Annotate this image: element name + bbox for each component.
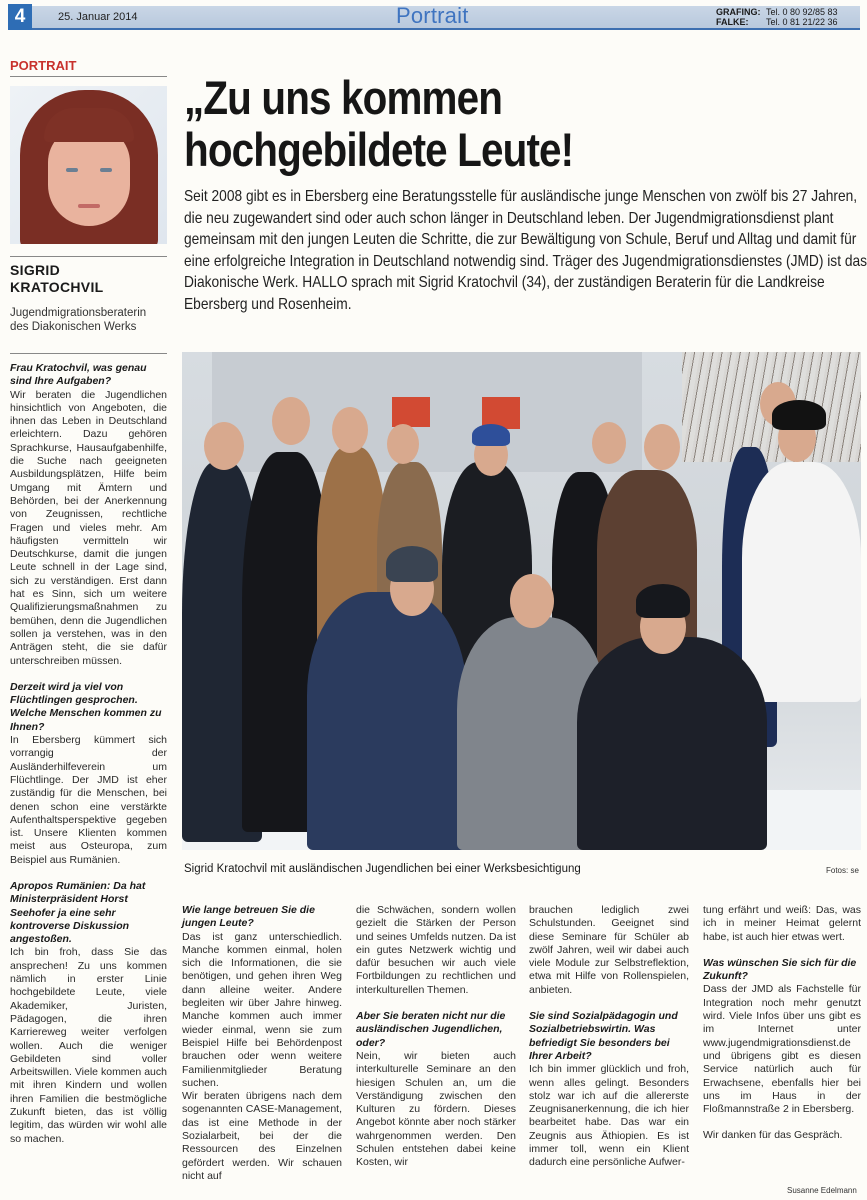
closing-line: Wir danken für das Gespräch. <box>703 1129 843 1142</box>
question: Wie lange betreuen Sie die jungen Leute? <box>182 904 315 930</box>
person-role: Jugendmigrationsberaterin des Diakonischen Werks <box>10 307 147 333</box>
question: Aber Sie beraten nicht nur die ausländischen Jugendlichen, oder? <box>356 1010 506 1049</box>
lead-paragraph: Seit 2008 gibt es in Ebersberg eine Beratungsstelle für ausländische junge Menschen von zwölf bis 27 Jahren, die neu zugewandert sind oder auch schon länger in Deutschland leben. Der Jugendmigrationsdienst plant gemeinsam mit den jungen Leuten die Schritte, die zur Bewältigung von Schule, Beruf und Alltag und damit für eine erfolgreiche Integration in Deutschland notwendig sind. Träger des Jugendmigrationsdienstes (JMD) ist das Diakonische Werk. HALLO sprach mit Sigrid Kratochvil (34), der zuständigen Beraterin für die Landkreise Ebersberg und Rosenheim. <box>184 188 867 313</box>
group-photo <box>182 352 861 850</box>
photo-credit: Fotos: se <box>826 866 859 875</box>
photo-hat <box>636 584 690 618</box>
question: Apropos Rumänien: Da hat Ministerpräsident Horst Seehofer ja eine sehr kontroverse Diskussion angestoßen. <box>10 879 146 946</box>
answer: tung erfährt und weiß: Das, was ich in meiner Heimat gelernt habe, ist auch hier etwas wert. <box>703 904 861 943</box>
answer: Ich bin immer glücklich und froh, wenn alles gelingt. Besonders stolz war ich auf die allererste Zeugnisanerkennung, die ich hier bearbeitet habe. Das war ein Zeugnis aus Äthiopien. Es ist immer toll, wenn ein Klient dadurch eine persönliche Aufwer- <box>529 1063 689 1169</box>
photo-head <box>387 424 419 464</box>
page-number: 4 <box>8 4 32 30</box>
answer: In Ebersberg kümmert sich vorrangig der Ausländerhilfeverein um Flüchtlinge. Der JMD ist eher zuständig für die Menschen, bei denen schon eine verstärkte Aufenthaltsperspektive gegeben ist. Unsere Klienten kommen meist aus Osteuropa, zum Beispiel aus Rumänien. <box>10 734 167 866</box>
answer: Wir beraten die Jugendlichen hinsichtlich von Angeboten, die ihnen das Leben in Deutschland erleichtern. Dazu gehören Sprachkurse, Hausaufgabenhilfe, die Suche nach geeigneten Ausbildungsplätzen, Hilfe beim Umgang mit Ämtern und Behörden, bei der Anerkennung von Zeugnissen, rechtliche Fragen und vieles mehr. Am häufigsten vermitteln wir Deutschkurse, damit die jungen Leute schnell in der Lage sind, sich zu verständigen. Erst dann hat es Sinn, sich um weitere Qualifizierungsmaßnahmen zu bemühen, denn die Jugendlichen sollen ja verstehen, was in den Anträgen steht, die sie dafür unterschreiben müssen. <box>10 388 167 667</box>
answer: Nein, wir bieten auch interkulturelle Seminare an den hiesigen Schulen an, um die Verständigung zwischen den Kulturen zu fördern. Dieses Angebot könnte aber noch stärker wahrgenommen werden. Den Schulen entstehen dabei keine Kosten, wir <box>356 1049 516 1169</box>
issue-date: 25. Januar 2014 <box>58 11 138 23</box>
section-title: Portrait <box>396 3 469 28</box>
photo-head <box>272 397 310 445</box>
photo-eye <box>100 168 112 172</box>
photo-hat <box>772 400 826 430</box>
answer: Das ist ganz unterschiedlich. Manche kommen einmal, holen sich die Informationen, die sie benötigen, und gehen ihren Weg dann alleine weiter. Andere begleiten wir über Jahre hinweg. Manche kommen auch immer wieder einmal, wenn sie zum Beispiel Hilfe bei Behördenpost brauchen oder wenn weitere Familienmitglieder Beratung suchen. <box>182 930 342 1089</box>
interview-column-2 <box>182 904 342 1183</box>
photo-person <box>742 462 861 702</box>
divider <box>10 353 167 354</box>
photo-hat <box>472 424 510 446</box>
photo-head <box>332 407 368 453</box>
photo-mouth <box>78 204 100 208</box>
photo-head <box>510 574 554 628</box>
photo-head <box>592 422 626 464</box>
answer: Dass der JMD als Fachstelle für Integration noch mehr genutzt wird. Viele Infos über uns gibt es im Internet unter www.jugendmigrationsdienst.de und übrigens gibt es diesen Service natürlich auch für Erwachsene, ebenfalls hier bei uns im Haus in der Floßmannstraße 2 in Ebersberg. <box>703 983 861 1116</box>
photo-person <box>307 592 467 850</box>
photo-eye <box>66 168 78 172</box>
photo-head <box>204 422 244 470</box>
person-name: SIGRID KRATOCHVIL <box>10 262 104 295</box>
photo-caption: Sigrid Kratochvil mit ausländischen Jugendlichen bei einer Werksbesichtigung <box>184 863 581 875</box>
photo-bangs <box>44 108 134 142</box>
divider <box>10 76 167 77</box>
answer: Ich bin froh, dass Sie das ansprechen! Zu uns kommen nämlich in erster Linie hochgebildete Leute, viele Akademiker, Juristen, Pädagogen, die ihren Karriereweg weiter verfolgen wollen. Auch die weniger Gebildeten sind voller Arbeitswillen. Viele kommen auch mit ihren Kindern und wollen ihren Familien die bestmögliche Zukunft bieten, das ist völlig legitim, das würden wir wohl alle so machen. <box>10 946 167 1145</box>
portrait-photo <box>10 86 167 244</box>
interview-column-5 <box>703 904 861 1143</box>
question: Frau Kratochvil, was genau sind Ihre Aufgaben? <box>10 362 147 388</box>
contact-falke: FALKE: Tel. 0 81 21/22 36 <box>716 17 838 27</box>
photo-person <box>577 637 767 850</box>
interview-column-1 <box>10 362 167 1146</box>
question: Was wünschen Sie sich für die Zukunft? <box>703 956 857 983</box>
headline: „Zu uns kommen hochgebildete Leute! <box>184 71 574 176</box>
portrait-label: PORTRAIT <box>10 58 77 73</box>
answer: brauchen lediglich zwei Schulstunden. Geeignet sind diese Seminare für Schüler ab zwölf Jahren, weil wir dabei auch viele Module zur Selbstreflektion, etwa mit Hilfe von Rollenspielen, anbieten. <box>529 904 689 996</box>
contact-info <box>716 7 838 27</box>
divider <box>10 256 167 257</box>
interview-column-4 <box>529 904 689 1170</box>
author-credit: Susanne Edelmann <box>787 1186 857 1195</box>
photo-hat <box>386 546 438 582</box>
photo-sign <box>392 397 430 427</box>
question: Sie sind Sozialpädagogin und Sozialbetriebswirtin. Was befriedigt Sie besonders bei Ihrer Arbeit? <box>529 1010 678 1062</box>
interview-column-3 <box>356 904 516 1170</box>
question: Derzeit wird ja viel von Flüchtlingen gesprochen. Welche Menschen kommen zu Ihnen? <box>10 680 162 733</box>
answer: die Schwächen, sondern wollen gezielt die Stärken der Person und seines Umfelds nutzen. Da ist ein gutes Netzwerk wichtig und dafür besuchen wir auch viele Fortbildungen zu rechtlichen und interkulturellen Themen. <box>356 904 516 996</box>
answer: Wir beraten übrigens nach dem sogenannten CASE-Management, das ist eine Methode in der Sozialarbeit, bei der die Ressourcen des Einzelnen gefördert werden. Wir schauen nicht auf <box>182 1090 342 1182</box>
contact-grafing: GRAFING: Tel. 0 80 92/85 83 <box>716 7 838 17</box>
photo-head <box>644 424 680 470</box>
